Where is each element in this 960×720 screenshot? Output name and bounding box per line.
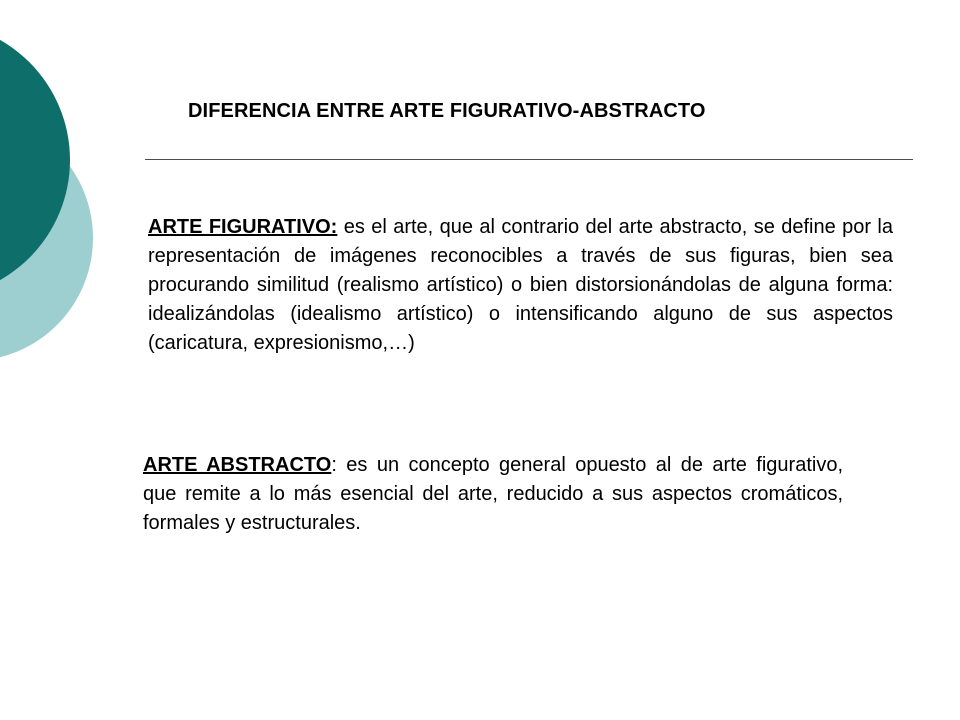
paragraph-arte-abstracto (143, 451, 843, 538)
definition-arte-abstracto: : es un concepto general opuesto al de arte figurativo, que remite a lo más esencial del arte, reducido a sus aspectos cromáticos, formales y estructurales. (143, 454, 844, 534)
title-divider (145, 159, 913, 160)
paragraph-arte-figurativo (148, 213, 893, 358)
term-arte-figurativo: ARTE FIGURATIVO: (148, 216, 338, 238)
term-arte-abstracto: ARTE ABSTRACTO (143, 454, 332, 476)
decorative-circles (0, 0, 110, 400)
slide-title: DIFERENCIA ENTRE ARTE FIGURATIVO-ABSTRACTO (188, 100, 706, 122)
definition-arte-figurativo: es el arte, que al contrario del arte abstracto, se define por la representación de imágenes reconocibles a través de sus figuras, bien sea procurando similitud (realismo artístico) o bien distorsionándolas de alguna forma: idealizándolas (idealismo artístico) o intensificando alguno de sus aspectos (caricatura, expresionismo,…) (148, 216, 893, 354)
